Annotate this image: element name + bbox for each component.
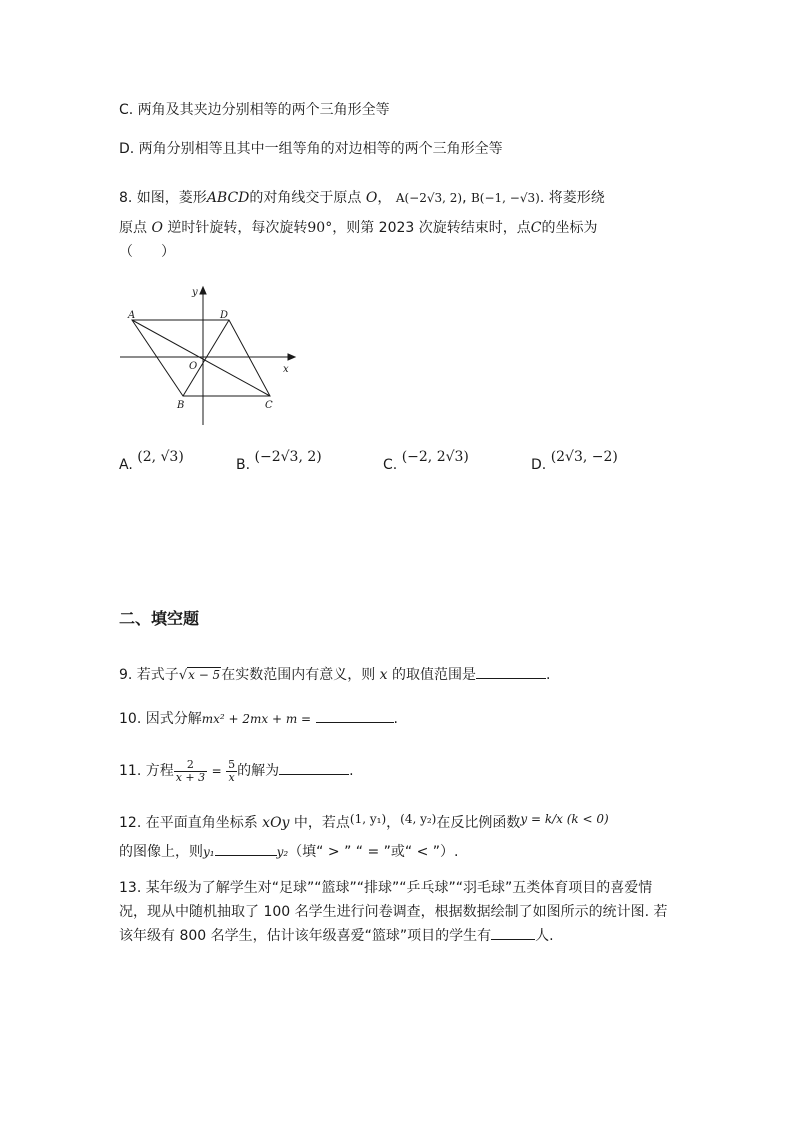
fig-label-a: A <box>128 310 136 321</box>
q8-text1: 8. 如图，菱形 <box>119 190 207 206</box>
q12-line2b: （填“ > ” “ = ”或“ < ”）. <box>288 844 459 860</box>
q12-line2a: 的图像上，则 <box>119 844 203 860</box>
q10-pre: 10. 因式分解 <box>119 711 202 727</box>
q8-origin: O <box>365 190 378 206</box>
rhombus-figure <box>112 283 302 433</box>
q8-paren: （ ） <box>119 244 175 260</box>
fig-label-x: x <box>283 364 289 375</box>
q12-line2 <box>119 843 459 861</box>
q8-point-a: A(−2√3, 2) <box>395 191 463 205</box>
q12-mid2: 在反比例函数 <box>436 815 521 831</box>
q8-option-d-label: D. <box>531 457 547 473</box>
q11-den2: x <box>228 770 235 784</box>
q8-line2b: 逆时针旋转，每次旋转 <box>167 220 308 236</box>
q8-option-b-label: B. <box>236 457 251 473</box>
q11-answer-blank[interactable] <box>279 762 349 775</box>
section-heading: 二、填空题 <box>119 609 200 628</box>
q9-radicand: x − 5 <box>188 668 221 682</box>
q8-line2 <box>119 219 597 237</box>
q8-line2c: ，则第 2023 次旋转结束时，点 <box>332 220 531 236</box>
fig-label-o: O <box>189 361 198 372</box>
q9-x: x <box>379 667 388 683</box>
q11-post: 的解为 <box>237 763 280 779</box>
q12-point1: (1, y₁) <box>349 812 387 826</box>
q10 <box>119 710 398 728</box>
q12-y1: y₁ <box>203 845 215 859</box>
q8-option-d-value: (2√3, −2) <box>550 449 618 465</box>
q9: 9. 若式子√x − 5在实数范围内有意义，则 x 的取值范围是 . <box>119 667 551 683</box>
q8-origin-2: O <box>151 220 163 236</box>
q11-eq: = <box>211 764 222 778</box>
q12-function: y = k/x (k < 0) <box>520 812 609 826</box>
q8-option-c-value: (−2, 2√3) <box>401 449 469 465</box>
q8-line2d: 的坐标为 <box>541 220 598 236</box>
q8-option-b-value: (−2√3, 2) <box>254 449 322 465</box>
fig-label-d: D <box>220 310 229 321</box>
q12-y2: y₂ <box>276 845 289 859</box>
x-axis-arrow <box>288 354 295 360</box>
q7-option-d: D. 两角分别相等且其中一组等角的对边相等的两个三角形全等 <box>119 141 503 157</box>
q9-answer-blank[interactable] <box>476 666 546 679</box>
q11-num2: 5 <box>228 757 236 771</box>
q9-pre: 9. 若式子 <box>119 667 179 683</box>
q11-pre: 11. 方程 <box>119 763 174 779</box>
q8-abcd: ABCD <box>206 190 250 206</box>
fig-label-y: y <box>192 287 198 298</box>
q8-option-c <box>383 449 469 473</box>
q8-line1: 8. 如图，菱形ABCD的对角线交于原点 O， A(−2√3, 2), B(−1, −√3). 将菱形绕 <box>119 190 605 206</box>
q12-mid: 中，若点 <box>293 815 350 831</box>
q12-point2: (4, y₂) <box>400 812 437 826</box>
q8-option-d <box>531 449 618 473</box>
q7-option-c: C. 两角及其夹边分别相等的两个三角形全等 <box>119 102 390 118</box>
q12-pre: 12. 在平面直角坐标系 <box>119 815 258 831</box>
q9-end: . <box>546 667 551 683</box>
q8-text3: . 将菱形绕 <box>539 190 605 206</box>
q10-answer-blank[interactable] <box>316 710 394 723</box>
q11-num1: 2 <box>174 759 207 772</box>
q8-point-c: C <box>530 220 542 236</box>
y-axis-arrow <box>200 287 206 294</box>
q8-option-b <box>236 449 322 473</box>
q8-angle: 90° <box>307 220 333 236</box>
q11-fraction-right <box>226 759 237 784</box>
diagonal-bd <box>183 320 229 396</box>
q13-end: 人. <box>535 928 554 944</box>
fig-label-b: B <box>177 400 185 411</box>
q12-comma: ， <box>386 815 401 831</box>
q12-answer-blank[interactable] <box>215 843 277 856</box>
q13-text: 13. 某年级为了解学生对“足球”“篮球”“排球”“乒乓球”“羽毛球”五类体育项目的喜爱情况，现从中随机抽取了 100 名学生进行问卷调查，根据数据绘制了如图所示的统计图. 若该年级有 800 名学生，估计该年级喜爱“篮球”项目的学生有 <box>119 880 668 944</box>
q8-option-a <box>119 449 184 473</box>
q8-point-b: B(−1, −√3) <box>470 191 540 205</box>
q11-end: . <box>349 763 354 779</box>
q11-den1: x + 3 <box>175 770 206 784</box>
q9-post2: 的取值范围是 <box>392 667 477 683</box>
q12-xoy: xOy <box>262 815 290 831</box>
q8-line2a: 原点 <box>119 220 147 236</box>
q8-text2: 的对角线交于原点 <box>249 190 362 206</box>
q13 <box>119 876 679 948</box>
q11-fraction-left <box>174 759 207 784</box>
q10-end: . <box>393 711 398 727</box>
fig-label-c: C <box>265 400 273 411</box>
q9-post: 在实数范围内有意义，则 <box>221 667 376 683</box>
q8-option-c-label: C. <box>383 457 398 473</box>
q13-answer-blank[interactable] <box>491 927 535 940</box>
q11 <box>119 756 354 786</box>
q12-line1 <box>119 814 609 832</box>
q10-expr: mx² + 2mx + m = <box>201 712 312 726</box>
q8-option-a-label: A. <box>119 457 133 473</box>
q8-option-a-value: (2, √3) <box>137 449 184 465</box>
